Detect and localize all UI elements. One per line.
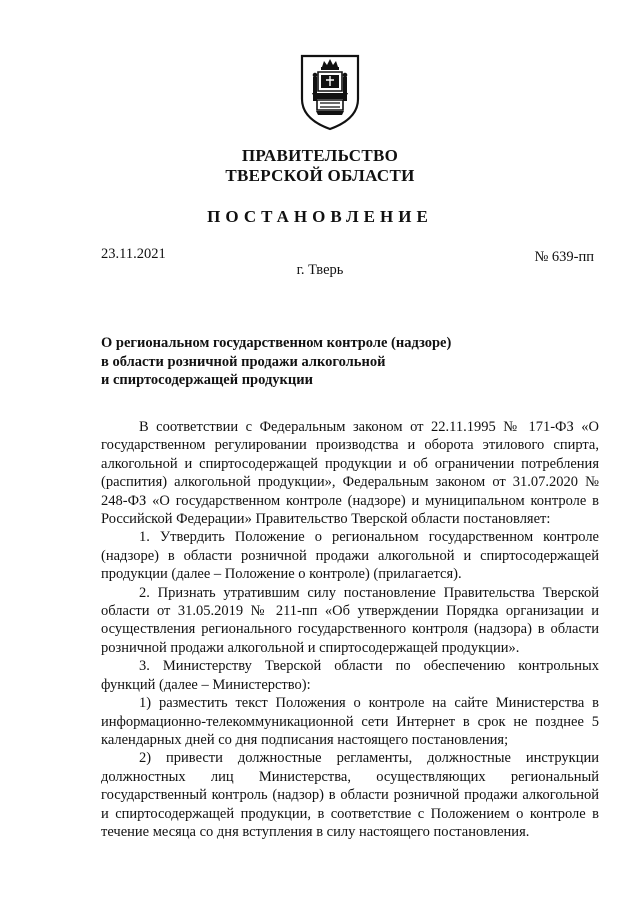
document-date: 23.11.2021 xyxy=(101,246,166,262)
title-line: и спиртосодержащей продукции xyxy=(101,372,313,388)
document-number: № 639-пп xyxy=(534,249,594,265)
body-paragraph-item-1: 1. Утвердить Положение о региональном государственном контроле (надзоре) в области розничной продажи алкогольной и спиртосодержащей продукции (далее – Положение о контроле) (прилагается). xyxy=(101,529,599,583)
title-line: О региональном государственном контроле (надзоре) xyxy=(101,335,452,351)
document-body xyxy=(101,418,599,841)
document-type: ПОСТАНОВЛЕНИЕ xyxy=(207,207,433,226)
body-paragraph-subitem-2: 2) привести должностные регламенты, должностные инструкции должностных лиц Министерства, осуществляющих региональный государственный контроль (надзор) в области розничной продажи алкогольной и спиртосодержащей продукции, в соответствие с Положением о контроле в течение месяца со дня вступления в силу настоящего постановления. xyxy=(101,750,599,840)
document-city: г. Тверь xyxy=(296,262,344,278)
body-paragraph-item-3: 3. Министерству Тверской области по обеспечению контрольных функций (далее – Министерство): xyxy=(101,658,599,693)
authority-name-line1: ПРАВИТЕЛЬСТВО xyxy=(241,146,399,165)
body-paragraph-preamble: В соответствии с Федеральным законом от 22.11.1995 № 171-ФЗ «О государственном регулировании производства и оборота этилового спирта, алкогольной и спиртосодержащей продукции и об ограничении потребления (распития) алкогольной продукции», Федеральным законом от 31.07.2020 № 248-ФЗ «О государственном контроле (надзоре) и муниципальном контроле в Российской Федерации» Правительство Тверской области постановляет: xyxy=(101,419,599,528)
body-paragraph-subitem-1: 1) разместить текст Положения о контроле на сайте Министерства в информационно-телекоммуникационной сети Интернет в срок не позднее 5 календарных дней со дня подписания настоящего постановления; xyxy=(101,695,599,748)
document-title xyxy=(101,334,451,390)
body-paragraph-item-2: 2. Признать утратившим силу постановление Правительства Тверской области от 31.05.2019 № 211-пп «Об утверждении Порядка организации и осуществления регионального государственного контроля (надзора) в области розничной продажи алкогольной и спиртосодержащей продукции». xyxy=(101,584,599,656)
title-line: в области розничной продажи алкогольной xyxy=(101,353,386,370)
authority-name-line2: ТВЕРСКОЙ ОБЛАСТИ xyxy=(225,166,415,185)
coat-of-arms-icon xyxy=(299,53,361,131)
